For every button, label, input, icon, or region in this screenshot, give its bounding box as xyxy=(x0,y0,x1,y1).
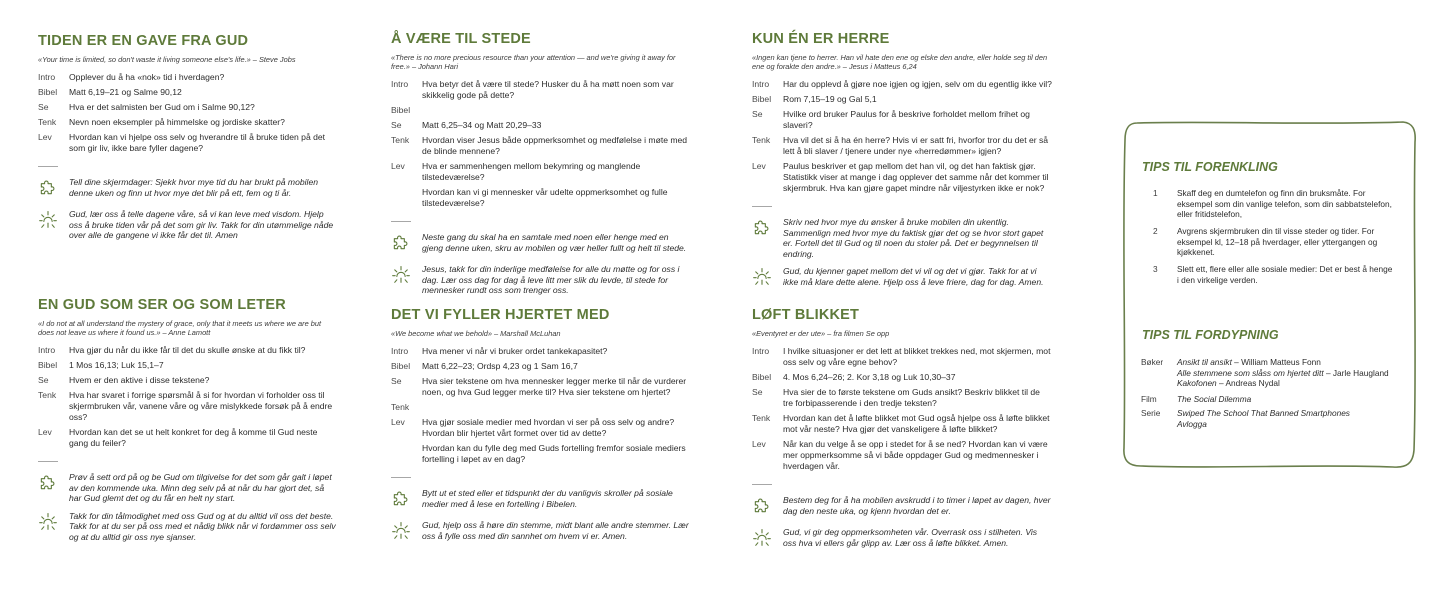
resource-title xyxy=(1177,408,1350,419)
section-title: DET VI FYLLER HJERTET MED xyxy=(391,307,610,323)
row-text: Hva har svaret i forrige spørsmål å si for hvordan vi forholder oss til skjermbruken vår, vanene våre og våre mislykkede forsøk på å endre oss? xyxy=(69,390,333,422)
puzzle-icon xyxy=(391,232,422,257)
section-title: Å VÆRE TIL STEDE xyxy=(391,31,531,47)
study-section xyxy=(391,31,691,303)
tips-simplify-title: TIPS TIL FORENKLING xyxy=(1142,160,1278,174)
section-quote: «We become what we behold» – Marshall McLuhan xyxy=(391,329,561,338)
section-quote: «Eventyret er der ute» – fra filmen Se opp xyxy=(752,329,890,338)
study-section xyxy=(391,307,691,552)
challenge-text: Bestem deg for å ha mobilen avskrudd i to timer i løpet av dagen, hver dag den neste uka, og kjenn hvordan det er. xyxy=(783,495,1051,516)
row-text: Hva betyr det å være til stede? Husker du å ha møtt noen som var skikkelig gode på dette? xyxy=(422,79,674,100)
row-label: Bibel xyxy=(391,361,411,371)
study-section xyxy=(38,33,338,248)
resource-italic: Ansikt til ansikt xyxy=(1177,357,1232,367)
section-title: KUN ÉN ER HERRE xyxy=(752,31,890,47)
row-label: Lev xyxy=(38,132,52,142)
resource-title xyxy=(1177,378,1389,389)
divider xyxy=(38,166,58,167)
row-label: Intro xyxy=(391,79,409,89)
resource-author: – Jarle Haugland xyxy=(1323,367,1389,378)
resource-italic: Swiped The School That Banned Smartphones xyxy=(1177,408,1350,418)
challenge-note xyxy=(391,488,691,513)
question-row xyxy=(391,402,691,413)
question-row xyxy=(752,135,1052,157)
row-text: Paulus beskriver et gap mellom det han vil, og det han faktisk gjør. Statistikk viser at mange i dag opplever det samme når det kommer til skjermbruk. Hva kan gjøre gapet mindre når viljestyrken ikke er nok? xyxy=(783,161,1049,193)
prayer-note xyxy=(391,520,691,545)
challenge-text: Neste gang du skal ha en samtale med noen eller henge med en gjeng denne uken, skru av mobilen og vær heller fullt og helt til stede. xyxy=(422,232,687,253)
row-label: Tenk xyxy=(391,402,410,412)
question-row xyxy=(391,79,691,101)
sunrise-icon xyxy=(391,264,422,296)
question-row xyxy=(38,375,338,386)
puzzle-icon xyxy=(38,472,69,504)
prayer-text: Gud, du kjenner gapet mellom det vi vil og det vi gjør. Takk for at vi ikke må klare dette alene. Hjelp oss å leve friere, dag for dag. Amen. xyxy=(783,266,1044,287)
resource-italic: The Social Dilemma xyxy=(1177,394,1252,404)
puzzle-icon xyxy=(752,217,783,259)
puzzle-icon xyxy=(391,488,422,513)
tips-box xyxy=(1121,120,1417,470)
row-label: Intro xyxy=(38,345,56,355)
tip-item xyxy=(1153,188,1393,220)
row-text: Hva sier tekstene om hva mennesker legger merke til når de vurderer noen, og hva Gud legger merke til? Hva sier tekstene om hjertet? xyxy=(422,376,687,397)
challenge-note xyxy=(752,217,1052,259)
question-row xyxy=(391,443,691,465)
row-text: Hva er sammenhengen mellom bekymring og manglende tilstedeværelse? xyxy=(422,161,641,182)
question-row xyxy=(38,360,338,371)
prayer-note xyxy=(38,209,338,241)
challenge-note xyxy=(38,472,338,504)
resource-author: – William Matteus Fonn xyxy=(1231,357,1321,367)
row-text: Hva gjør sosiale medier med hvordan vi ser på oss selv og andre? Hvordan blir hjertet vårt formet over tid av dette? xyxy=(422,417,675,438)
row-text: Hvordan kan vi gi mennesker vår udelte oppmerksomhet og fulle tilstedeværelse? xyxy=(422,187,668,208)
row-label: Tenk xyxy=(752,135,771,145)
row-text: Hvordan viser Jesus både oppmerksomhet og medfølelse i møte med de blinde mennene? xyxy=(422,135,688,156)
row-text: Hvem er den aktive i disse tekstene? xyxy=(69,375,210,385)
study-section xyxy=(38,297,338,549)
prayer-note xyxy=(38,511,338,543)
divider xyxy=(38,461,58,462)
section-title: TIDEN ER EN GAVE FRA GUD xyxy=(38,33,249,49)
row-text: Hvilke ord bruker Paulus for å beskrive forholdet mellom frihet og slaveri? xyxy=(783,109,1030,130)
question-row xyxy=(391,417,691,439)
row-label: Lev xyxy=(38,427,52,437)
row-text: Hva gjør du når du ikke får til det du skulle ønske at du fikk til? xyxy=(69,345,306,355)
resource-title xyxy=(1177,394,1251,405)
resource-row xyxy=(1141,408,1401,429)
challenge-text: Tell dine skjermdager: Sjekk hvor mye tid du har brukt på mobilen denne uken og finn ut hvor mye det blir på ett, fem og ti år. xyxy=(69,177,319,198)
sunrise-icon xyxy=(752,527,783,552)
resource-italic: Avlogga xyxy=(1177,418,1207,429)
row-text: Hvordan kan vi hjelpe oss selv og hverandre til å bruke tiden på det som gir liv, ikke bare fyller dagene? xyxy=(69,132,326,153)
challenge-note xyxy=(38,177,338,202)
row-text: Hvordan kan det se ut helt konkret for deg å komme til Gud neste gang du feiler? xyxy=(69,427,318,448)
tip-number: 1 xyxy=(1153,188,1158,198)
question-row xyxy=(38,132,338,154)
question-row xyxy=(752,161,1052,194)
study-section xyxy=(752,307,1052,559)
row-text: Hva vil det si å ha én herre? Hvis vi er satt fri, hvorfor tror du det er så lett å bli slaver / tjenere under nye «herredømmer» igjen? xyxy=(783,135,1049,156)
section-quote: «Your time is limited, so don't waste it living someone else's life.» – Steve Jobs xyxy=(38,55,296,64)
row-text: Nevn noen eksempler på himmelske og jordiske skatter? xyxy=(69,117,285,127)
resource-title xyxy=(1177,368,1389,379)
question-row xyxy=(752,346,1052,368)
divider xyxy=(391,477,411,478)
row-label: Se xyxy=(752,109,763,119)
question-list xyxy=(391,79,691,209)
resource-title xyxy=(1177,419,1350,430)
section-quote: «There is no more precious resource than your attention — and we're giving it away for free.» – Johann Hari xyxy=(391,53,676,71)
row-label: Tenk xyxy=(391,135,410,145)
sunrise-icon xyxy=(391,520,422,545)
challenge-text: Prøv å sett ord på og be Gud om tilgivelse for det som går galt i løpet av den kommende uka. Minn deg selv på at når du har gjort det, så har Gud glemt det og du får en helt ny start. xyxy=(69,472,332,503)
divider xyxy=(752,206,772,207)
question-list xyxy=(391,346,691,465)
question-row xyxy=(38,87,338,98)
tip-text: Avgrens skjermbruken din til visse steder og tider. For eksempel kl, 12–18 på hverdager, eller yttergangen og kjøkkenet. xyxy=(1177,226,1378,258)
row-label: Bibel xyxy=(38,360,58,370)
row-label: Lev xyxy=(752,161,766,171)
row-label: Tenk xyxy=(38,390,57,400)
question-row xyxy=(391,161,691,183)
sunrise-icon xyxy=(38,209,69,241)
row-label: Bibel xyxy=(752,94,772,104)
question-row xyxy=(391,135,691,157)
resource-author: – Andreas Nydal xyxy=(1216,378,1280,389)
row-text xyxy=(422,105,691,116)
resource-row xyxy=(1141,357,1401,389)
tip-number: 2 xyxy=(1153,226,1158,236)
row-label: Se xyxy=(391,120,402,130)
row-label: Lev xyxy=(391,161,405,171)
resource-row xyxy=(1141,394,1401,405)
question-row xyxy=(391,376,691,398)
prayer-text: Takk for din tålmodighet med oss Gud og at du alltid vil oss det beste. Takk for at du ser på oss med et nådig blikk når vi fordømmer oss selv og at du alltid gir oss nye sjanser. xyxy=(69,510,336,542)
sunrise-icon xyxy=(752,266,783,291)
row-text: Opplever du å ha «nok» tid i hverdagen? xyxy=(69,72,225,82)
puzzle-icon xyxy=(38,177,69,202)
prayer-text: Gud, hjelp oss å høre din stemme, midt blant alle andre stemmer. Lær oss å fylle oss med din sannhet om hvem vi er. Amen. xyxy=(422,520,689,541)
tip-number: 3 xyxy=(1153,264,1158,274)
challenge-note xyxy=(752,495,1052,520)
row-text: Hva mener vi når vi bruker ordet tankekapasitet? xyxy=(422,346,608,356)
prayer-note xyxy=(752,527,1052,552)
row-label: Se xyxy=(391,376,402,386)
row-label: Bibel xyxy=(391,105,411,115)
question-row xyxy=(752,109,1052,131)
question-list xyxy=(752,346,1052,472)
row-label: Intro xyxy=(38,72,56,82)
section-quote: «I do not at all understand the mystery of grace, only that it meets us where we are but does not leave us where it found us.» – Anne Lamott xyxy=(38,319,322,337)
row-label xyxy=(391,443,422,465)
prayer-text: Jesus, takk for din inderlige medfølelse for alle du møtte og for oss i dag. Lær oss dag for dag å leve litt mer slik du levde, til stede for mennesker rundt oss som trenger oss. xyxy=(422,264,680,295)
question-row xyxy=(752,413,1052,435)
tip-item xyxy=(1153,264,1393,285)
challenge-note xyxy=(391,232,691,257)
section-title: LØFT BLIKKET xyxy=(752,307,860,323)
prayer-note xyxy=(391,264,691,296)
tips-deepen-title: TIPS TIL FORDYPNING xyxy=(1142,328,1279,342)
tip-item xyxy=(1153,226,1393,258)
resource-italic: Alle stemmene som slåss om hjertet ditt xyxy=(1177,367,1324,378)
row-text: 4. Mos 6,24–26; 2. Kor 3,18 og Luk 10,30–37 xyxy=(783,372,956,382)
question-row xyxy=(38,72,338,83)
row-text: Matt 6,19–21 og Salme 90,12 xyxy=(69,87,182,97)
resource-title xyxy=(1177,357,1389,368)
row-label: Lev xyxy=(391,417,405,427)
section-title: EN GUD SOM SER OG SOM LETER xyxy=(38,297,286,313)
question-row xyxy=(391,105,691,116)
question-row xyxy=(752,372,1052,383)
row-text: Hvordan kan du fylle deg med Guds fortelling fremfor sosiale mediers fortelling i løpet av en dag? xyxy=(422,443,686,464)
question-row xyxy=(391,120,691,131)
study-section xyxy=(752,31,1052,298)
question-list xyxy=(752,79,1052,194)
row-label: Se xyxy=(752,387,763,397)
row-text: Har du opplevd å gjøre noe igjen og igjen, selv om du egentlig ikke vil? xyxy=(783,79,1052,89)
prayer-text: Gud, vi gir deg oppmerksomheten vår. Overrask oss i stilheten. Vis oss hva vi ellers går glipp av. Lær oss å løfte blikket. Amen. xyxy=(783,527,1038,548)
question-list xyxy=(38,345,338,449)
question-row xyxy=(752,79,1052,90)
row-label: Se xyxy=(38,375,49,385)
question-row xyxy=(752,387,1052,409)
row-text: Hva er det salmisten ber Gud om i Salme 90,12? xyxy=(69,102,255,112)
challenge-text: Bytt ut et sted eller et tidspunkt der du vanligvis skroller på sosiale medier med å lese en fortelling i Bibelen. xyxy=(422,488,673,509)
row-label: Bibel xyxy=(752,372,772,382)
resource-label: Bøker xyxy=(1141,357,1164,367)
puzzle-icon xyxy=(752,495,783,520)
divider xyxy=(752,484,772,485)
row-text: Når kan du velge å se opp i stedet for å se ned? Hvordan kan vi være mer oppmerksomme så vi både oppdager Gud og medmennesker i hverdagen vår. xyxy=(783,439,1048,471)
question-row xyxy=(38,102,338,113)
sunrise-icon xyxy=(38,511,69,543)
tip-text: Slett ett, flere eller alle sosiale medier: Det er best å henge i den virkelige verden. xyxy=(1177,264,1393,285)
resource-label: Film xyxy=(1141,394,1157,404)
row-text: Matt 6,22–23; Ordsp 4,23 og 1 Sam 16,7 xyxy=(422,361,578,371)
row-label: Intro xyxy=(752,346,770,356)
row-label: Tenk xyxy=(38,117,57,127)
question-row xyxy=(752,439,1052,472)
row-text xyxy=(422,402,691,413)
resource-italic: Kakofonen xyxy=(1177,378,1217,389)
row-text: I hvilke situasjoner er det lett at blikket trekkes ned, mot skjermen, mot oss selv og våre egne behov? xyxy=(783,346,1051,367)
question-row xyxy=(38,427,338,449)
question-row xyxy=(38,117,338,128)
tip-text: Skaff deg en dumtelefon og finn din bruksmåte. For eksempel som din vanlige telefon, som din sabbatstelefon, eller fritidstelefon, xyxy=(1177,188,1392,220)
section-quote: «Ingen kan tjene to herrer. Han vil hate den ene og elske den andre, eller holde seg til den ene og forakte den andre.» – Jesus i Matteus 6,24 xyxy=(752,53,1048,71)
row-text: Hvordan kan det å løfte blikket mot Gud også hjelpe oss å løfte blikket mot vår neste? Hva gjør det vanskeligere å løfte blikket? xyxy=(783,413,1050,434)
challenge-text: Skriv ned hvor mye du ønsker å bruke mobilen din ukentlig. Sammenlign med hvor mye du faktisk gjør det og se hvor stort gapet er. Fortell det til Gud og til noen du stoler på. Det er begynnelsen til endring. xyxy=(783,217,1044,259)
question-row xyxy=(38,390,338,423)
question-row xyxy=(391,187,691,209)
row-label: Bibel xyxy=(38,87,58,97)
row-label: Lev xyxy=(752,439,766,449)
row-text: 1 Mos 16,13; Luk 15,1–7 xyxy=(69,360,164,370)
question-row xyxy=(38,345,338,356)
row-label: Intro xyxy=(752,79,770,89)
row-label: Se xyxy=(38,102,49,112)
question-list xyxy=(38,72,338,154)
row-text: Matt 6,25–34 og Matt 20,29–33 xyxy=(422,120,542,130)
question-row xyxy=(391,346,691,357)
row-label: Tenk xyxy=(752,413,771,423)
row-label: Intro xyxy=(391,346,409,356)
prayer-note xyxy=(752,266,1052,291)
prayer-text: Gud, lær oss å telle dagene våre, så vi kan leve med visdom. Hjelp oss å bruke tiden vår på det som gir liv. Takk for din utømmelige nåde over alle de gangene vi ikke får det til. Amen xyxy=(69,209,334,240)
row-text: Hva sier de to første tekstene om Guds ansikt? Beskriv blikket til de tre forbipasserende i den tredje teksten? xyxy=(783,387,1040,408)
row-text: Rom 7,15–19 og Gal 5,1 xyxy=(783,94,877,104)
question-row xyxy=(752,94,1052,105)
row-label xyxy=(391,187,422,209)
question-row xyxy=(391,361,691,372)
resource-label: Serie xyxy=(1141,408,1161,418)
divider xyxy=(391,221,411,222)
